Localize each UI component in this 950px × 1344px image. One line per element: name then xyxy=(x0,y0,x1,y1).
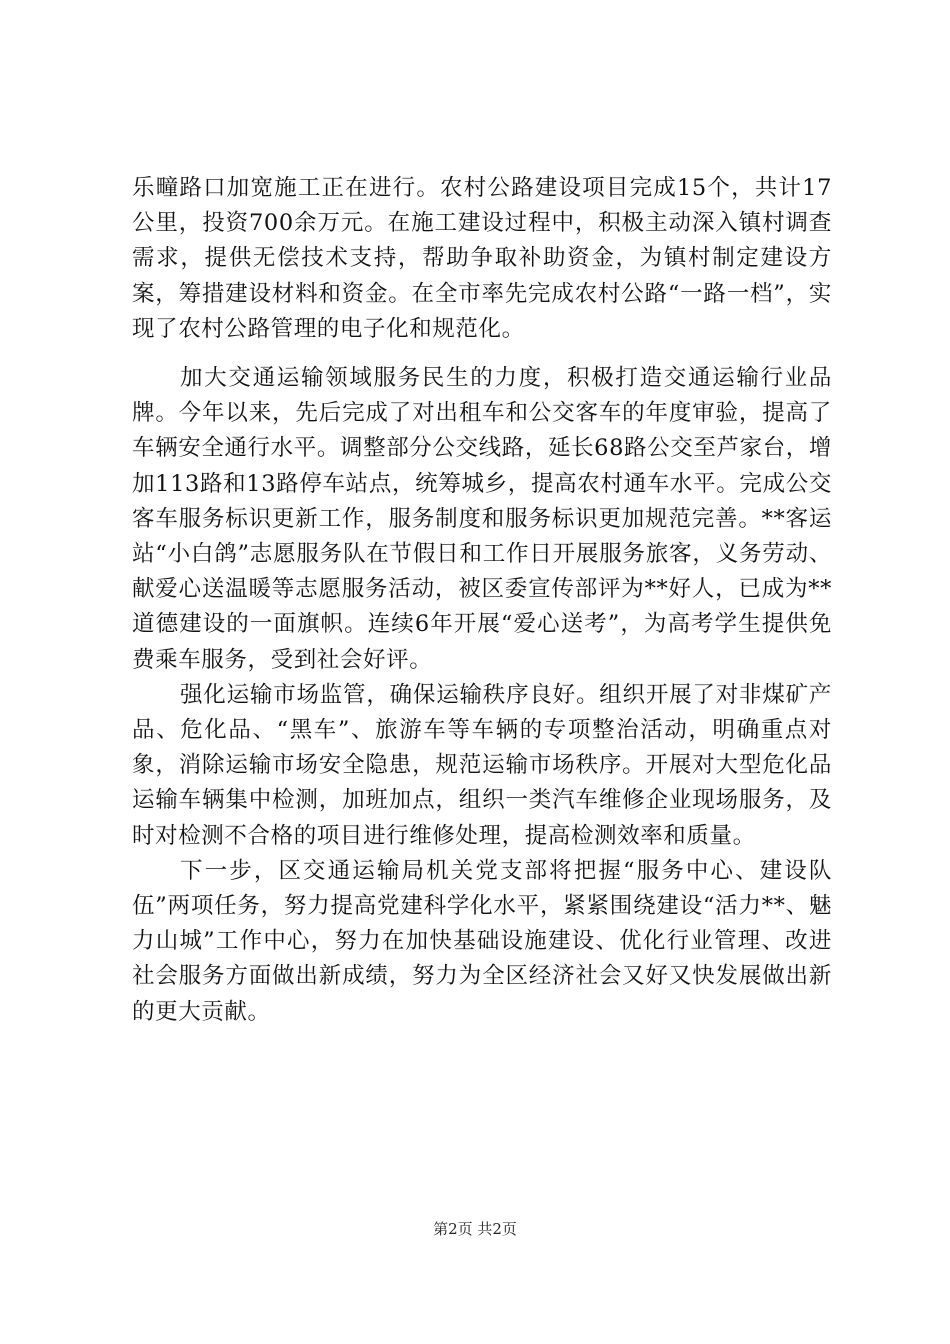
paragraph-next-steps: 下一步，区交通运输局机关党支部将把握“服务中心、建设队伍”两项任务，努力提高党建科学化水平，紧紧围绕建设“活力**、魅力山城”工作中心，努力在加快基础设施建设、优化行业管理、改进社会服务方面做出新成绩，努力为全区经济社会又好又快发展做出新的更大贡献。 xyxy=(132,857,832,1025)
page-footer: 第2页 共2页 xyxy=(433,1220,517,1238)
document-body xyxy=(132,171,832,1030)
paragraph-public-service: 加大交通运输领域服务民生的力度，积极打造交通运输行业品牌。今年以来，先后完成了对出租车和公交客车的年度审验，提高了车辆安全通行水平。调整部分公交线路，延长68路公交至芦家台，增加113路和13路停车站点，统筹城乡，提高农村通车水平。完成公交客车服务标识更新工作，服务制度和服务标识更加规范完善。**客运站“小白鸽”志愿服务队在节假日和工作日开展服务旅客，义务劳动、献爱心送温暖等志愿服务活动，被区委宣传部评为**好人，已成为**道德建设的一面旗帜。连续6年开展“爱心送考”，为高考学生提供免费乘车服务，受到社会好评。 xyxy=(132,365,832,673)
paragraph-gap xyxy=(132,347,832,361)
paragraph-market-supervision: 强化运输市场监管，确保运输秩序良好。组织开展了对非煤矿产品、危化品、“黑车”、旅游车等车辆的专项整治活动，明确重点对象，消除运输市场安全隐患，规范运输市场秩序。开展对大型危化品运输车辆集中检测，加班加点，组织一类汽车维修企业现场服务，及时对检测不合格的项目进行维修处理，提高检测效率和质量。 xyxy=(132,681,832,849)
paragraph-road-construction: 乐疃路口加宽施工正在进行。农村公路建设项目完成15个，共计17公里，投资700余万元。在施工建设过程中，积极主动深入镇村调查需求，提供无偿技术支持，帮助争取补助资金，为镇村制定建设方案，筹措建设材料和资金。在全市率先完成农村公路“一路一档”，实现了农村公路管理的电子化和规范化。 xyxy=(132,175,832,342)
